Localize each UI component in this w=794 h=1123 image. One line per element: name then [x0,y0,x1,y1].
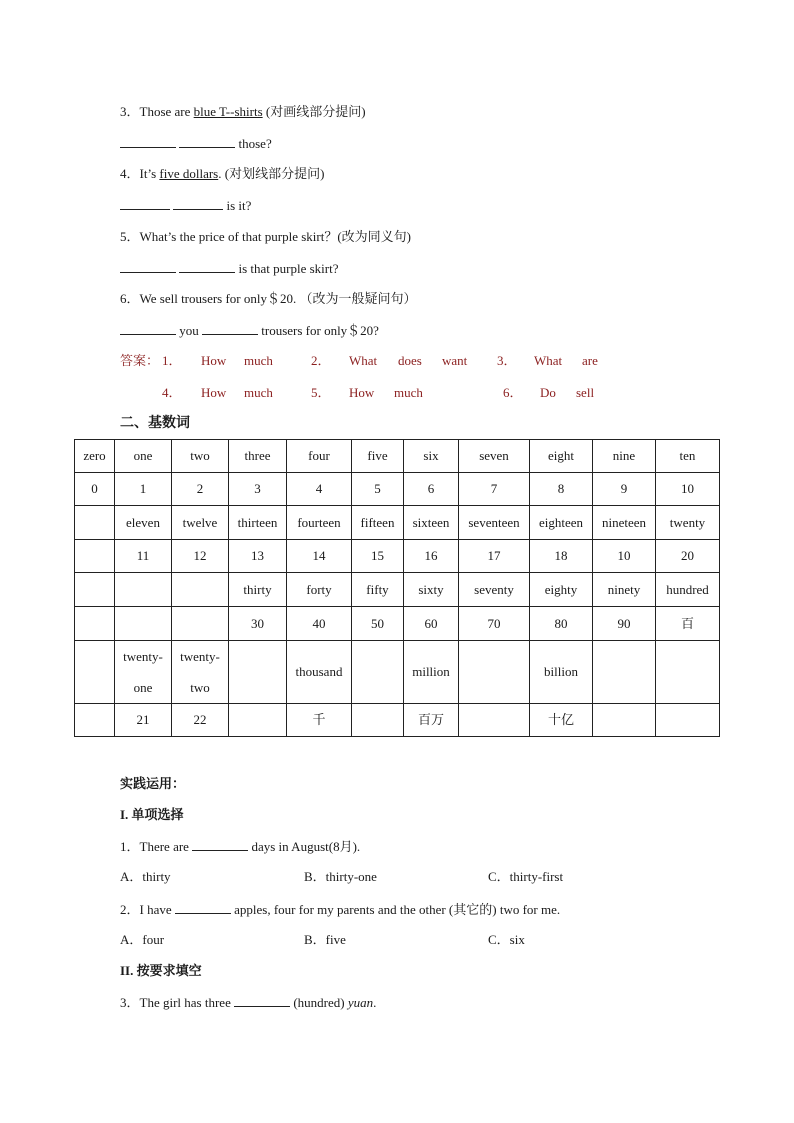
table-cell: nine [593,440,656,473]
table-cell: 8 [530,473,593,506]
exercise-4 [120,166,324,182]
answer-word: How [201,353,227,368]
table-cell [75,704,115,737]
exercise-instruction: (对画线部分提问) [262,104,366,119]
exercise-text: We sell trousers for only＄20. （改为一般疑问句） [139,291,417,306]
table-cell: twenty [656,506,720,540]
exercise-number: 3． [120,104,140,119]
answer-word: does [398,353,422,368]
table-cell: eighteen [530,506,593,540]
question-hint: (hundred) [290,995,348,1010]
option-b[interactable]: B．five [304,932,346,947]
table-cell: twelve [172,506,229,540]
table-cell [75,506,115,540]
question-number: 2． [120,902,140,917]
table-cell: 13 [229,540,287,573]
table-cell: thirty [229,573,287,607]
blank[interactable] [202,322,258,335]
question-3 [120,994,376,1011]
exercise-number: 6． [120,291,140,306]
table-cell: zero [75,440,115,473]
table-cell: seventy [459,573,530,607]
answer-line-5 [120,260,339,277]
answer-number: 5． [311,385,331,400]
table-row [75,506,720,540]
table-cell: nineteen [593,506,656,540]
blank[interactable] [120,322,176,335]
blank[interactable] [173,197,223,210]
answer-word: are [582,353,598,368]
question-2-options [120,932,720,948]
option-c[interactable]: C．six [488,932,525,947]
table-cell: 70 [459,607,530,641]
answer-line-text: trousers for only＄20? [261,323,379,338]
question-2 [120,901,560,918]
table-cell: three [229,440,287,473]
question-number: 1． [120,839,140,854]
table-row [75,473,720,506]
part-2-title: II. 按要求填空 [120,963,202,978]
table-cell: 15 [352,540,404,573]
table-row [75,704,720,737]
table-cell: 20 [656,540,720,573]
exercise-text: Those are [139,104,194,119]
answer-word: How [201,385,227,400]
option-a[interactable]: A．thirty [120,869,171,884]
table-row [75,641,720,704]
table-cell: fifteen [352,506,404,540]
blank[interactable] [120,260,176,273]
table-cell: 10 [656,473,720,506]
answer-line-6 [120,322,379,339]
blank[interactable] [179,135,235,148]
table-cell: 2 [172,473,229,506]
option-a[interactable]: A．four [120,932,165,947]
question-text: days in August(8月). [248,839,361,854]
table-cell: 11 [115,540,172,573]
table-cell: 22 [172,704,229,737]
answer-line-text: you [179,323,199,338]
answer-word: much [394,385,423,400]
question-text: . [373,995,377,1010]
underlined-phrase: five dollars [159,166,219,181]
question-text: There are [139,839,193,854]
exercise-text: It’s [139,166,160,181]
table-cell: 60 [404,607,459,641]
table-cell: ten [656,440,720,473]
question-1 [120,838,360,855]
table-row [75,607,720,641]
blank[interactable] [234,994,290,1007]
underlined-phrase: blue T--shirts [193,104,263,119]
table-cell [115,573,172,607]
question-text: yuan [347,995,374,1010]
question-number: 3． [120,995,140,1010]
exercise-number: 4． [120,166,140,181]
table-cell: sixteen [404,506,459,540]
table-cell [229,641,287,704]
table-cell: 6 [404,473,459,506]
table-cell: forty [287,573,352,607]
table-cell [75,573,115,607]
table-cell: thousand [287,641,352,704]
table-cell: ninety [593,573,656,607]
table-cell: 30 [229,607,287,641]
table-cell [593,704,656,737]
table-cell: two [172,440,229,473]
table-cell: eight [530,440,593,473]
table-cell [352,704,404,737]
table-row [75,573,720,607]
table-cell: million [404,641,459,704]
exercise-number: 5． [120,229,140,244]
table-cell: fifty [352,573,404,607]
exercise-6 [120,291,417,307]
table-cell: 80 [530,607,593,641]
table-cell: 18 [530,540,593,573]
table-cell: eleven [115,506,172,540]
table-cell [656,641,720,704]
question-text: The girl has three [139,995,235,1010]
answer-word: How [349,385,375,400]
answer-number: 6． [503,385,523,400]
table-cell: 十亿 [530,704,593,737]
question-text: I have [139,902,175,917]
table-cell [75,607,115,641]
table-cell [172,573,229,607]
table-cell [352,641,404,704]
table-cell: 7 [459,473,530,506]
table-cell: 21 [115,704,172,737]
answer-number: 3． [497,353,517,368]
table-cell: 百 [656,607,720,641]
table-cell: 40 [287,607,352,641]
table-cell: sixty [404,573,459,607]
exercise-5 [120,229,411,245]
blank[interactable] [120,197,170,210]
table-cell [172,607,229,641]
answer-label: 答案： [120,353,160,368]
table-cell [75,641,115,704]
option-c[interactable]: C．thirty-first [488,869,564,884]
answer-number: 2． [311,353,331,368]
answer-line-text: those? [238,136,272,151]
answer-key-row-1 [120,353,680,369]
exercise-text: What’s the price of that purple skirt？(改为同义句) [139,229,412,244]
table-cell: 百万 [404,704,459,737]
table-cell [459,704,530,737]
blank[interactable] [179,260,235,273]
answer-key-row-2 [120,385,680,401]
table-cell: 5 [352,473,404,506]
answer-line-text: is it? [226,198,252,213]
table-cell: 12 [172,540,229,573]
answer-line-text: is that purple skirt? [238,261,339,276]
question-text: apples, four for my parents and the other (其它的) two for me. [230,902,561,917]
table-cell: 3 [229,473,287,506]
question-1-options [120,869,720,885]
answer-word: Do [540,385,556,400]
table-cell [229,704,287,737]
table-cell: hundred [656,573,720,607]
part-1-title: I. 单项选择 [120,807,184,822]
table-cell: 9 [593,473,656,506]
table-cell: twenty- one [115,641,172,704]
table-cell: fourteen [287,506,352,540]
table-cell: twenty- two [172,641,229,704]
answer-word: much [244,385,273,400]
table-cell: 90 [593,607,656,641]
table-cell [656,704,720,737]
table-cell: 0 [75,473,115,506]
table-cell: four [287,440,352,473]
option-b[interactable]: B．thirty-one [304,869,377,884]
table-cell: seven [459,440,530,473]
answer-word: What [349,353,378,368]
blank[interactable] [192,838,248,851]
cardinal-number-table [74,439,720,737]
section-title: 二、基数词 [120,416,190,431]
table-cell: one [115,440,172,473]
answer-line-3 [120,135,272,152]
table-cell: six [404,440,459,473]
table-cell [75,540,115,573]
practice-title: 实践运用： [120,776,186,791]
table-cell: 千 [287,704,352,737]
exercise-instruction: . (对划线部分提问) [218,166,325,181]
table-cell [115,607,172,641]
table-cell: five [352,440,404,473]
blank[interactable] [175,901,231,914]
table-cell: 17 [459,540,530,573]
table-cell: eighty [530,573,593,607]
answer-line-4 [120,197,251,214]
blank[interactable] [120,135,176,148]
table-cell [459,641,530,704]
table-row [75,440,720,473]
table-cell: 1 [115,473,172,506]
table-row [75,540,720,573]
table-cell: billion [530,641,593,704]
answer-word: sell [576,385,595,400]
exercise-3 [120,104,366,120]
table-cell: 14 [287,540,352,573]
table-cell: 10 [593,540,656,573]
answer-number: 4． [162,385,182,400]
answer-word: want [442,353,468,368]
answer-word: What [534,353,563,368]
table-cell: thirteen [229,506,287,540]
table-cell: seventeen [459,506,530,540]
table-cell [593,641,656,704]
answer-word: much [244,353,273,368]
table-cell: 4 [287,473,352,506]
table-cell: 16 [404,540,459,573]
table-cell: 50 [352,607,404,641]
answer-number: 1． [162,353,182,368]
